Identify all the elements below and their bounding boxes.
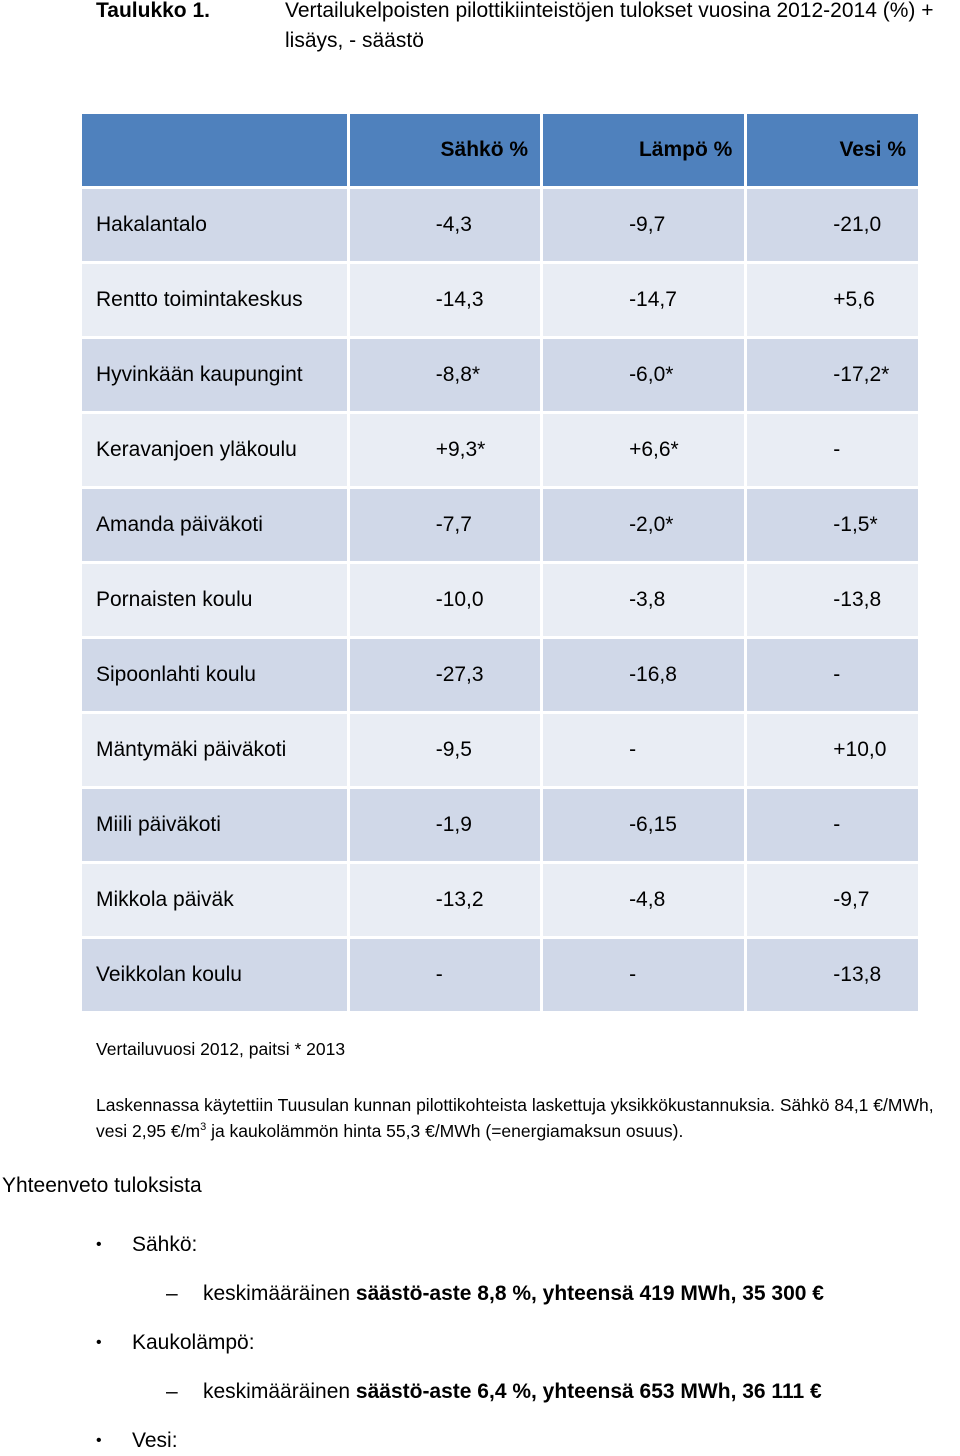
- caption-title: Vertailukelpoisten pilottikiinteistöjen tulokset vuosina 2012-2014 (%) + lisäys, - säästö: [285, 0, 934, 52]
- caption-label: Taulukko 1.: [96, 0, 210, 22]
- cell-sahko: +9,3*: [350, 414, 543, 489]
- cell-lampo: -: [543, 939, 747, 1014]
- cell-sahko: -1,9: [350, 789, 543, 864]
- cell-sahko: -: [350, 939, 543, 1014]
- summary-title: Yhteenveto tuloksista: [2, 1174, 202, 1197]
- table-row: [82, 489, 918, 564]
- cell-name: Rentto toimintakeskus: [82, 264, 350, 339]
- table-row: [82, 864, 918, 939]
- table-row: [82, 564, 918, 639]
- cell-lampo: -3,8: [543, 564, 747, 639]
- table-row: [82, 264, 918, 339]
- summary-detail-kaukolampo: – keskimääräinen säästö-aste 6,4 %, yhteensä 653 MWh, 36 111 €: [166, 1377, 822, 1407]
- results-table: [82, 114, 918, 1014]
- header-cell-lampo: Lämpö %: [543, 114, 747, 189]
- cell-lampo: -9,7: [543, 189, 747, 264]
- cell-vesi: -: [747, 789, 918, 864]
- cell-name: Keravanjoen yläkoulu: [82, 414, 350, 489]
- cell-lampo: -16,8: [543, 639, 747, 714]
- header-cell-empty: [82, 114, 350, 189]
- cell-vesi: -17,2*: [747, 339, 918, 414]
- cell-sahko: -10,0: [350, 564, 543, 639]
- cell-lampo: +6,6*: [543, 414, 747, 489]
- cell-sahko: -13,2: [350, 864, 543, 939]
- cell-vesi: -13,8: [747, 564, 918, 639]
- cell-lampo: -: [543, 714, 747, 789]
- cell-lampo: -6,15: [543, 789, 747, 864]
- table-row: [82, 189, 918, 264]
- cell-vesi: -9,7: [747, 864, 918, 939]
- cell-sahko: -14,3: [350, 264, 543, 339]
- summary-item-label: Vesi:: [132, 1429, 178, 1452]
- table-row: [82, 939, 918, 1014]
- cell-lampo: -4,8: [543, 864, 747, 939]
- cell-lampo: -14,7: [543, 264, 747, 339]
- cell-name: Miili päiväkoti: [82, 789, 350, 864]
- cell-sahko: -8,8*: [350, 339, 543, 414]
- bullet-icon: •: [96, 1432, 102, 1449]
- cell-vesi: -1,5*: [747, 489, 918, 564]
- cell-vesi: +10,0: [747, 714, 918, 789]
- cell-sahko: -27,3: [350, 639, 543, 714]
- table-row: [82, 339, 918, 414]
- cell-name: Mäntymäki päiväkoti: [82, 714, 350, 789]
- cell-name: Pornaisten koulu: [82, 564, 350, 639]
- table-row: [82, 414, 918, 489]
- cell-name: Amanda päiväkoti: [82, 489, 350, 564]
- bullet-icon: •: [96, 1334, 102, 1351]
- dash-icon: –: [166, 1380, 178, 1403]
- cell-sahko: -4,3: [350, 189, 543, 264]
- table-row: [82, 789, 918, 864]
- bullet-icon: •: [96, 1236, 102, 1253]
- cell-name: Hyvinkään kaupungint: [82, 339, 350, 414]
- calculation-note: Laskennassa käytettiin Tuusulan kunnan pilottikohteista laskettuja yksikkökustannuksia. Sähkö 84,1 €/MWh, vesi 2,95 $€/m^3$ ja kaukolämmön hinta 55,3 €/MWh (=energiamaksun osuus).: [96, 1095, 934, 1141]
- table-row: [82, 639, 918, 714]
- table-row: [82, 714, 918, 789]
- cell-vesi: +5,6: [747, 264, 918, 339]
- cell-name: Hakalantalo: [82, 189, 350, 264]
- cell-vesi: -: [747, 639, 918, 714]
- base-year-note: Vertailuvuosi 2012, paitsi * 2013: [96, 1039, 346, 1059]
- cell-name: Sipoonlahti koulu: [82, 639, 350, 714]
- cell-sahko: -7,7: [350, 489, 543, 564]
- cell-lampo: -2,0*: [543, 489, 747, 564]
- cell-lampo: -6,0*: [543, 339, 747, 414]
- summary-item-label: Sähkö:: [132, 1233, 198, 1256]
- summary-detail-sahko: – keskimääräinen säästö-aste 8,8 %, yhteensä 419 MWh, 35 300 €: [166, 1279, 824, 1309]
- cell-vesi: -13,8: [747, 939, 918, 1014]
- cell-vesi: -: [747, 414, 918, 489]
- cell-sahko: -9,5: [350, 714, 543, 789]
- cell-vesi: -21,0: [747, 189, 918, 264]
- cell-name: Mikkola päiväk: [82, 864, 350, 939]
- table-header-row: [82, 114, 918, 189]
- header-cell-vesi: Vesi %: [747, 114, 918, 189]
- dash-icon: –: [166, 1282, 178, 1305]
- summary-item-label: Kaukolämpö:: [132, 1331, 255, 1354]
- cell-name: Veikkolan koulu: [82, 939, 350, 1014]
- header-cell-sahko: Sähkö %: [350, 114, 543, 189]
